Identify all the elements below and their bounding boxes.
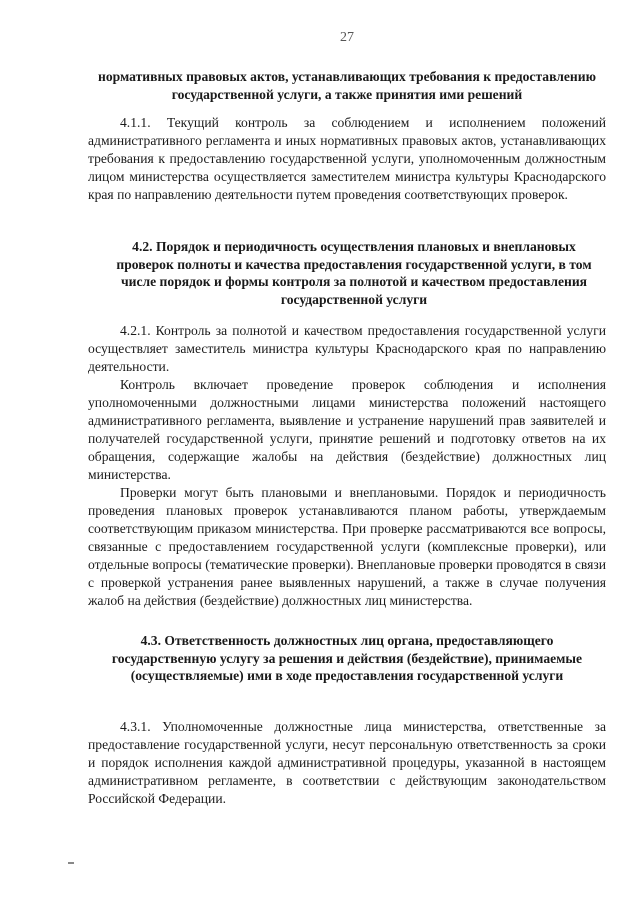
- section-heading-4-3: 4.3. Ответственность должностных лиц органа, предоставляющего государственную услугу за решения и действия (бездействие), принимаемые (осуществляемые) ими в ходе предоставления государственной услуги: [111, 633, 583, 683]
- section-4-1-body: [88, 114, 606, 204]
- paragraph-4-1-1: 4.1.1. Текущий контроль за соблюдением и исполнением положений административного регламента и иных нормативных правовых актов, устанавливающих требования к предоставлению государственной услуги, уполномоченным должностным лицом министерства осуществляется заместителем министра культуры Краснодарского края по направлению деятельности путем проведения соответствующих проверок.: [88, 115, 606, 202]
- section-heading: нормативных правовых актов, устанавливающих требования к предоставлению государственной услуги, а также принятия ими решений: [98, 69, 596, 102]
- paragraph-4-2-1: 4.2.1. Контроль за полнотой и качеством предоставления государственной услуги осуществляет заместитель министра культуры Краснодарского края по направлению деятельности.: [88, 323, 606, 374]
- paragraph-4-3-1: 4.3.1. Уполномоченные должностные лица министерства, ответственные за предоставление государственной услуги, несут персональную ответственность за сроки и порядок исполнения каждой административной процедуры, указанной в настоящем административном регламенте, в соответствии с действующим законодательством Российской Федерации.: [88, 719, 606, 806]
- scan-mark: [68, 862, 74, 864]
- document-page: [88, 0, 606, 905]
- paragraph-control-includes: Контроль включает проведение проверок соблюдения и исполнения уполномоченными должностными лицами министерства положений настоящего административного регламента, выявление и устранение нарушений прав заявителей и получателей государственной услуги, принятие решений и подготовку ответов на их обращения, содержащие жалобы на действия (бездействие) должностных лиц министерства.: [88, 377, 606, 482]
- section-4-1-heading-continuation: [88, 68, 606, 103]
- section-4-2-heading-block: [104, 238, 604, 308]
- section-heading-4-2: 4.2. Порядок и периодичность осуществления плановых и внеплановых проверок полноты и качества предоставления государственной услуги, в том числе порядок и формы контроля за полнотой и качеством предоставления государственной услуги: [116, 239, 592, 307]
- paragraph-inspections: Проверки могут быть плановыми и внеплановыми. Порядок и периодичность проведения плановых проверок устанавливаются планом работы, утверждаемым соответствующим приказом министерства. При проверке рассматриваются все вопросы, связанные с предоставлением государственной услуги (комплексные проверки), или отдельные вопросы (тематические проверки). Внеплановые проверки проводятся в связи с проверкой устранения ранее выявленных нарушений, а также в случае получения жалоб на действия (бездействие) должностных лиц министерства.: [88, 485, 606, 608]
- section-4-3-body: [88, 718, 606, 808]
- section-4-3-heading-block: [88, 632, 606, 685]
- page-number: 27: [340, 30, 354, 45]
- section-4-2-body: [88, 322, 606, 610]
